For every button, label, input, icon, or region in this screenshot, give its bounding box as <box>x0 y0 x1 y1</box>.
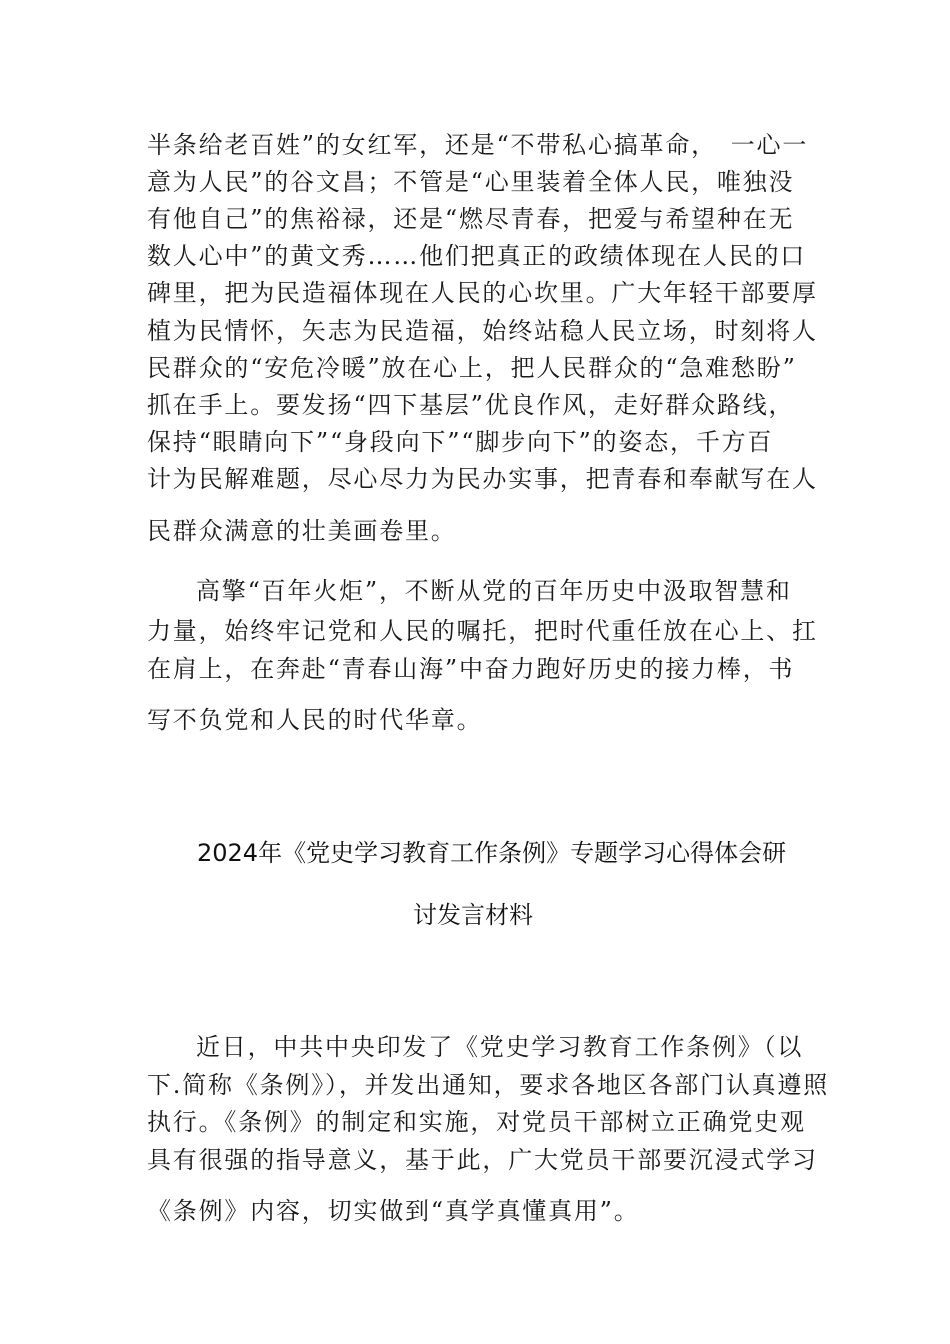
paragraph-line: 植为民情怀，矢志为民造福，始终站稳人民立场，时刻将人 <box>147 317 818 345</box>
paragraph-line: 民群众的“安危冷暖”放在心上，把人民群众的“急难愁盼” <box>147 354 797 382</box>
paragraph-line: 写不负党和人民的时代华章。 <box>147 706 483 734</box>
paragraph-line: 抓在手上。要发扬“四下基层”优良作风，走好群众路线， <box>147 391 795 419</box>
paragraph-line: 保持“眼睛向下”“身段向下”“脚步向下”的姿态，千方百 <box>147 428 774 456</box>
paragraph-line: 有他自己”的焦裕禄，还是“燃尽青春，把爱与希望种在无 <box>147 205 795 233</box>
paragraph-line: 高擎“百年火炬”，不断从党的百年历史中汲取智慧和 <box>196 577 792 605</box>
heading-line-1: 2024年《党史学习教育工作条例》专题学习心得体会研 <box>197 839 787 867</box>
paragraph-line: 近日，中共中央印发了《党史学习教育工作条例》（以 <box>196 1033 804 1061</box>
paragraph-line: 碑里，把为民造福体现在人民的心坎里。广大年轻干部要厚 <box>147 279 818 307</box>
paragraph-line: 《条例》内容，切实做到“真学真懂真用”。 <box>147 1197 640 1225</box>
paragraph-line: 数人心中”的黄文秀……他们把真正的政绩体现在人民的口 <box>147 242 807 270</box>
paragraph-line: 执行。《条例》的制定和实施，对党员干部树立正确党史观 <box>147 1108 806 1136</box>
paragraph-line: 下.简称《条例》），并发出通知，要求各地区各部门认真遵照 <box>147 1071 830 1099</box>
heading-line-2: 讨发言材料 <box>413 901 533 929</box>
paragraph-line: 力量，始终牢记党和人民的嘱托，把时代重任放在心上、扛 <box>147 617 818 645</box>
paragraph-line: 民群众满意的壮美画卷里。 <box>147 517 457 545</box>
paragraph-line: 意为人民”的谷文昌；不管是“心里装着全体人民，唯独没 <box>147 168 795 196</box>
paragraph-line: 在肩上，在奔赴“青春山海”中奋力跑好历史的接力棒，书 <box>147 655 795 683</box>
paragraph-line: 计为民解难题，尽心尽力为民办实事，把青春和奉献写在人 <box>147 465 818 493</box>
paragraph-line: 具有很强的指导意义，基于此，广大党员干部要沉浸式学习 <box>147 1146 818 1174</box>
paragraph-line: 半条给老百姓”的女红军，还是“不带私心搞革命， 一心一 <box>147 131 809 159</box>
